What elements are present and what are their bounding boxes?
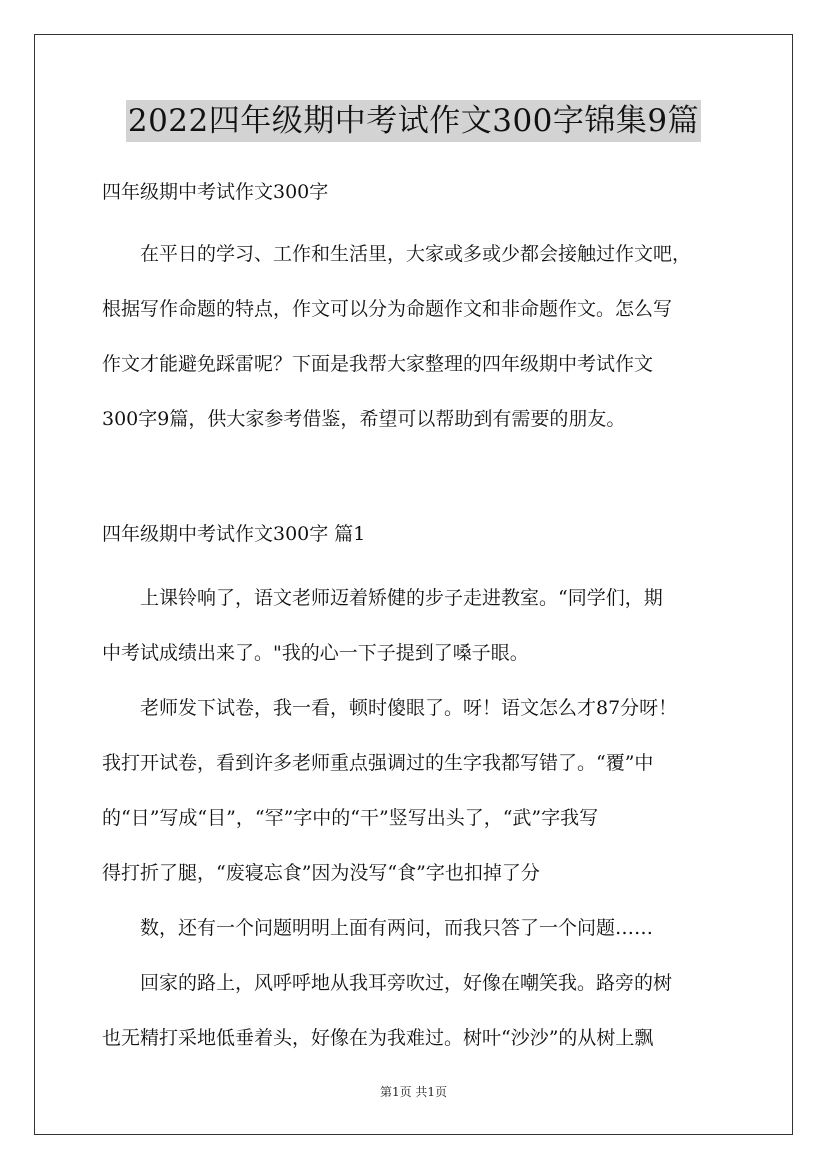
text-line: 作文才能避免踩雷呢？下面是我帮大家整理的四年级期中考试作文 xyxy=(102,353,654,375)
intro-paragraph xyxy=(102,227,742,447)
title-container xyxy=(0,100,827,142)
text-line: 根据写作命题的特点，作文可以分为命题作文和非命题作文。怎么写 xyxy=(102,298,673,320)
document-title: 2022四年级期中考试作文300字锦集9篇 xyxy=(126,100,701,142)
text-line: 我打开试卷，看到许多老师重点强调过的生字我都写错了。“覆”中 xyxy=(102,752,654,774)
text-line: 数，还有一个问题明明上面有两问，而我只答了一个问题…… xyxy=(140,917,654,939)
text-line: 得打折了腿，“废寝忘食”因为没写“食”字也扣掉了分 xyxy=(102,862,540,884)
text-line: 回家的路上，风呼呼地从我耳旁吹过，好像在嘲笑我。路旁的树 xyxy=(140,972,673,994)
text-line: 老师发下试卷，我一看，顿时傻眼了。呀！语文怎么才87分呀！ xyxy=(140,697,678,719)
section-heading: 四年级期中考试作文300字 篇1 xyxy=(102,523,366,545)
text-line: 也无精打采地低垂着头，好像在为我难过。树叶“沙沙”的从树上飘 xyxy=(102,1027,654,1049)
text-line: 中考试成绩出来了。"我的心一下子提到了嗓子眼。 xyxy=(102,642,529,664)
text-line: 的“日”写成“目”，“罕”字中的“干”竖写出头了，“武”字我写 xyxy=(102,807,599,829)
text-line: 300字9篇，供大家参考借鉴，希望可以帮助到有需要的朋友。 xyxy=(102,408,626,430)
intro-heading: 四年级期中考试作文300字 xyxy=(102,181,329,203)
section1-paragraph-1 xyxy=(102,571,742,681)
section1-paragraph-2 xyxy=(102,681,742,901)
document-body xyxy=(102,175,742,1066)
text-line: 在平日的学习、工作和生活里，大家或多或少都会接触过作文吧， xyxy=(140,243,692,265)
page-footer: 第1页 共1页 xyxy=(379,1085,448,1099)
section1-paragraph-4 xyxy=(102,956,742,1066)
section1-paragraph-3 xyxy=(102,901,742,956)
text-line: 上课铃响了，语文老师迈着矫健的步子走进教室。“同学们，期 xyxy=(140,587,663,609)
